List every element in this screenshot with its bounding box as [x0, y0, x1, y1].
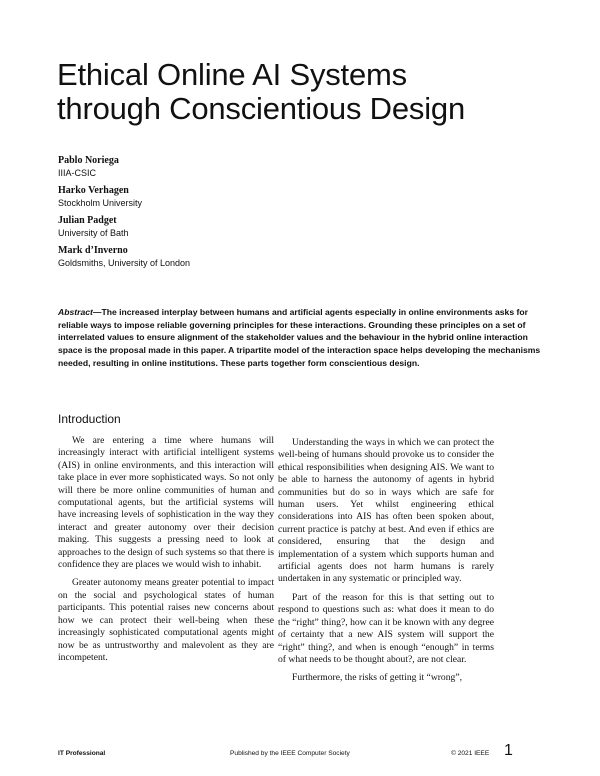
- author-block: [58, 155, 358, 179]
- body-paragraph: Part of the reason for this is that setting out to respond to questions such as: what does it mean to do the “right” thing?, how can it be known with any degree of certainty that a new AIS system will support the “right” thing?, and when is enough “enough” in terms of what needs to be thought about?, are not clear.: [278, 591, 494, 665]
- body-paragraph: Greater autonomy means greater potential to impact on the social and psychological states of human participants. This potential raises new concerns about how we can protect their well-being when these increasingly sophisticated computational agents might now be as untrustworthy and malevolent as they are incompetent.: [58, 577, 274, 663]
- author-affiliation: IIIA-CSIC: [58, 168, 97, 178]
- abstract-text: —The increased interplay between humans and artificial agents especially in online environments asks for reliable ways to impose reliable governing principles for these interactions. Grounding these principles on a set of interrelated values to ensure alignment of the stakeholder values and the behaviour in the hybrid online interaction space is the proposal made in this paper. A tripartite model of the interaction space helps developing the mechanisms needed, resulting in online institutions. These parts together form conscientious design.: [58, 307, 541, 368]
- author-affiliation: University of Bath: [58, 228, 129, 238]
- author-name: Harko Verhagen: [58, 185, 129, 196]
- page-number: 1: [504, 742, 513, 759]
- title-line-2: through Conscientious Design: [57, 91, 465, 126]
- author-name: Pablo Noriega: [58, 155, 119, 166]
- paper-title: [57, 58, 557, 126]
- author-affiliation: Stockholm University: [58, 198, 143, 208]
- title-line-1: Ethical Online AI Systems: [57, 57, 407, 92]
- author-block: [58, 245, 358, 269]
- left-column: [58, 411, 274, 670]
- section-heading: Introduction: [58, 412, 121, 426]
- footer-copyright: © 2021 IEEE: [451, 750, 490, 757]
- body-paragraph: We are entering a time where humans will increasingly interact with artificial intelligent systems (AIS) in online environments, and this interaction will take place in ever more sophisticated ways. So not only will there be more online communities of human and computational agents, but the artificial systems will have increasing levels of sophistication in the way they interact and greater autonomy over their decision making. This suggests a pressing need to look at approaches to the design of such systems so that there is confidence they are places we would wish to inhabit.: [58, 435, 274, 571]
- author-list: [58, 155, 358, 275]
- body-paragraph: Understanding the ways in which we can protect the well-being of humans should provoke us to consider the ethical responsibilities when designing AIS. We want to be able to harness the autonomy of agents in hybrid communities but do so in ways which are safe for human users. Yet whilst engineering ethical considerations into AIS has often been spoken about, current practice is patchy at best. And even if ethics are considered, ensuring that the design and implementation of a system which supports human and artificial agents does not harm humans is rarely undertaken in any systematic or principled way.: [278, 437, 494, 585]
- right-column: [278, 437, 494, 691]
- footer-journal: IT Professional: [58, 750, 106, 757]
- footer-publisher: Published by the IEEE Computer Society: [230, 750, 350, 757]
- abstract-lead: Abstract: [58, 307, 93, 317]
- author-name: Mark d’Inverno: [58, 245, 128, 256]
- author-block: [58, 215, 358, 239]
- body-paragraph: Furthermore, the risks of getting it “wrong”,: [292, 672, 462, 684]
- author-block: [58, 185, 358, 209]
- author-name: Julian Padget: [58, 215, 117, 226]
- author-affiliation: Goldsmiths, University of London: [58, 258, 191, 268]
- abstract: [58, 306, 548, 370]
